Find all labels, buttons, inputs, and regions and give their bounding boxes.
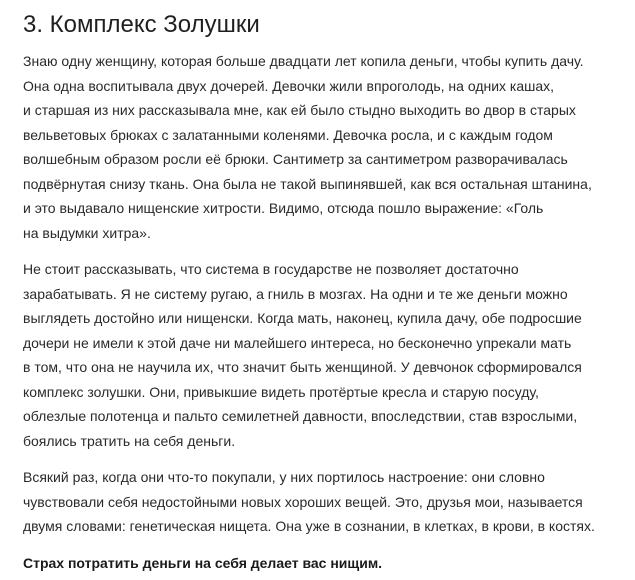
paragraph-line: волшебным образом росли её брюки. Сантиметр за сантиметром разворачивалась (23, 151, 568, 167)
paragraph-line: боялись тратить на себя деньги. (23, 432, 236, 449)
paragraph-line: на выдумки хитра». (23, 224, 151, 241)
paragraph-2 (23, 257, 628, 453)
paragraph-3 (23, 465, 628, 539)
conclusion-paragraph (23, 551, 628, 576)
paragraph-line: выглядеть достойно или нищенски. Когда мать, наконец, купила дачу, обе подросшие (23, 310, 582, 326)
conclusion-line: Страх потратить деньги на себя делает вас нищим. (23, 554, 383, 571)
paragraph-line: и старшая из них рассказывала мне, как ей было стыдно выходить во двор в старых (23, 102, 576, 118)
paragraph-line: в том, что она не научила их, что значит быть женщиной. У девчонок сформировался (23, 359, 582, 375)
paragraph-line: Она одна воспитывала двух дочерей. Девочки жили впроголодь, на одних кашах, (23, 77, 555, 94)
paragraph-line: Знаю одну женщину, которая больше двадцати лет копила деньги, чтобы купить дачу. (23, 53, 584, 69)
paragraph-1 (23, 49, 628, 245)
article-title: 3. Комплекс Золушки (23, 11, 260, 38)
paragraph-line: чувствовали себя недостойными новых хороших вещей. Это, друзья мои, называется (23, 493, 583, 510)
paragraph-line: дочери не имели к этой даче ни малейшего интереса, но бесконечно упрекали мать (23, 334, 572, 351)
paragraph-line: облезлые полотенца и пальто семилетней давности, впоследствии, став взрослыми, (23, 408, 578, 424)
paragraph-line: подвёрнутая снизу ткань. Она была не такой выпинявшей, как вся остальная штанина, (23, 175, 592, 192)
paragraph-line: комплекс золушки. Они, привыкшие видеть протёртые кресла и старую посуду, (23, 383, 539, 400)
article (23, 10, 628, 575)
paragraph-line: зарабатывать. Я не систему ругаю, а гниль в мозгах. На одни и те же деньги можно (23, 285, 568, 302)
paragraph-line: Всякий раз, когда они что-то покупали, у них портилось настроение: они словно (23, 469, 545, 485)
paragraph-line: и это выдавало нищенские хитрости. Видимо, отсюда пошло выражение: «Голь (23, 200, 544, 216)
paragraph-line: вельветовых брюках с залатанными коленями. Девочка росла, и с каждым годом (23, 126, 553, 143)
paragraph-line: двумя словами: генетическая нищета. Она уже в сознании, в клетках, в крови, в костях. (23, 518, 595, 534)
paragraph-line: Не стоит рассказывать, что система в государстве не позволяет достаточно (23, 261, 519, 277)
